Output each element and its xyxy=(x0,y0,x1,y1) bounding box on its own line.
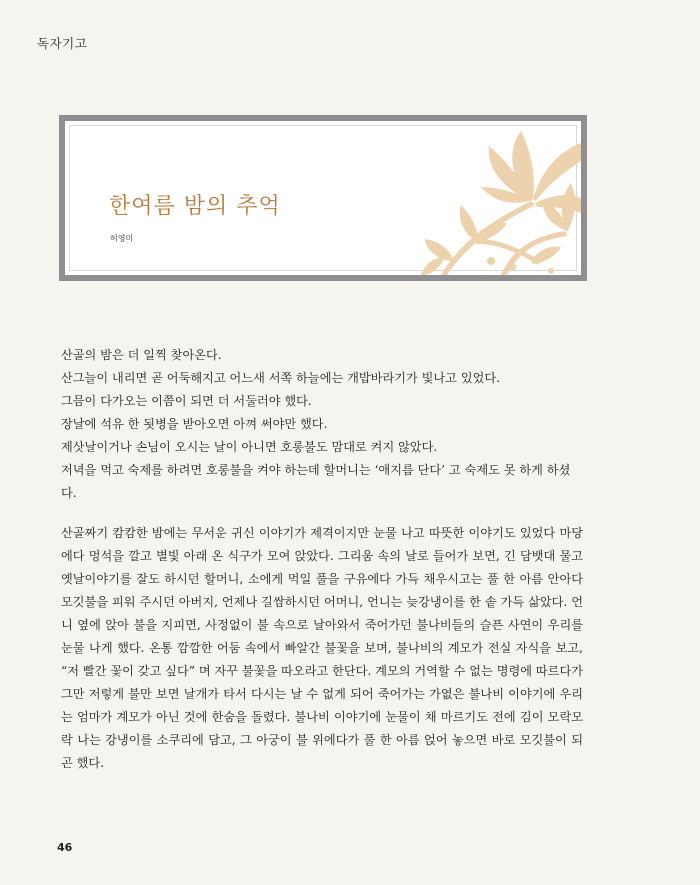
text-line: 산골의 밤은 더 일찍 찾아온다. xyxy=(61,348,222,362)
magnolia-illustration xyxy=(381,121,581,275)
text-line: 그믐이 다가오는 이쯤이 되면 더 서둘러야 했다. xyxy=(61,394,312,408)
text-line: 산그늘이 내리면 곧 어둑해지고 어느새 서쪽 하늘에는 개밥바라기가 빛나고 있었다. xyxy=(61,371,501,385)
title-banner xyxy=(59,115,587,281)
paragraph-1 xyxy=(61,344,583,505)
text-line: 제삿날이거나 손님이 오시는 날이 아니면 호롱불도 맘대로 켜지 않았다. xyxy=(61,440,438,454)
page-number: 46 xyxy=(57,841,73,854)
article-author: 허영미 xyxy=(110,234,134,243)
text-line: 저녁을 먹고 숙제를 하려면 호롱불을 켜야 하는데 할머니는 ‘애지름 단다’ 고 숙제도 못 하게 하셨다. xyxy=(61,463,571,500)
article-title: 한여름 밤의 추억 xyxy=(109,194,281,219)
section-label: 독자기고 xyxy=(37,36,88,51)
paragraph-2: 산골짜기 캄캄한 밤에는 무서운 귀신 이야기가 제격이지만 눈물 나고 따뜻한 이야기도 있었다 마당에다 멍석을 깔고 별빛 아래 온 식구가 모여 앉았다. 그리움 속의 날로 들어가 보면, 긴 담뱃대 물고 옛날이야기를 잘도 하시던 할머니, 소에게 먹일 풀을 구유에다 가득 채우시고는 풀 한 아름 안아다 모깃불을 피워 주시던 아버지, 언제나 길쌈하시던 어머니, 언니는 늦강냉이를 한 솥 가득 삶았다. 언니 옆에 앉아 불을 지피면, 사정없이 불 속으로 날아와서 죽어가던 불나비들의 슬픈 사연이 우리를 눈물 나게 했다. 온통 깜깜한 어둠 속에서 빠알간 불꽃을 보며, 불나비의 계모가 전실 자식을 보고, “저 빨간 꽃이 갖고 싶다” 며 자꾸 불꽃을 따오라고 한단다. 계모의 거역할 수 없는 명령에 따르다가 그만 저렇게 불만 보면 날개가 타서 다시는 날 수 없게 되어 죽어가는 가엾은 불나비 이야기에 우리는 엄마가 계모가 아닌 것에 한숨을 돌렸다. 불나비 이야기에 눈물이 채 마르기도 전에 김이 모락모락 나는 강냉이를 소쿠리에 담고, 그 아궁이 불 위에다가 풀 한 아름 얹어 놓으면 바로 모깃불이 되곤 했다. xyxy=(61,526,583,770)
text-line: 장날에 석유 한 됫병을 받아오면 아껴 써야만 했다. xyxy=(61,417,328,431)
article-body xyxy=(61,344,583,775)
